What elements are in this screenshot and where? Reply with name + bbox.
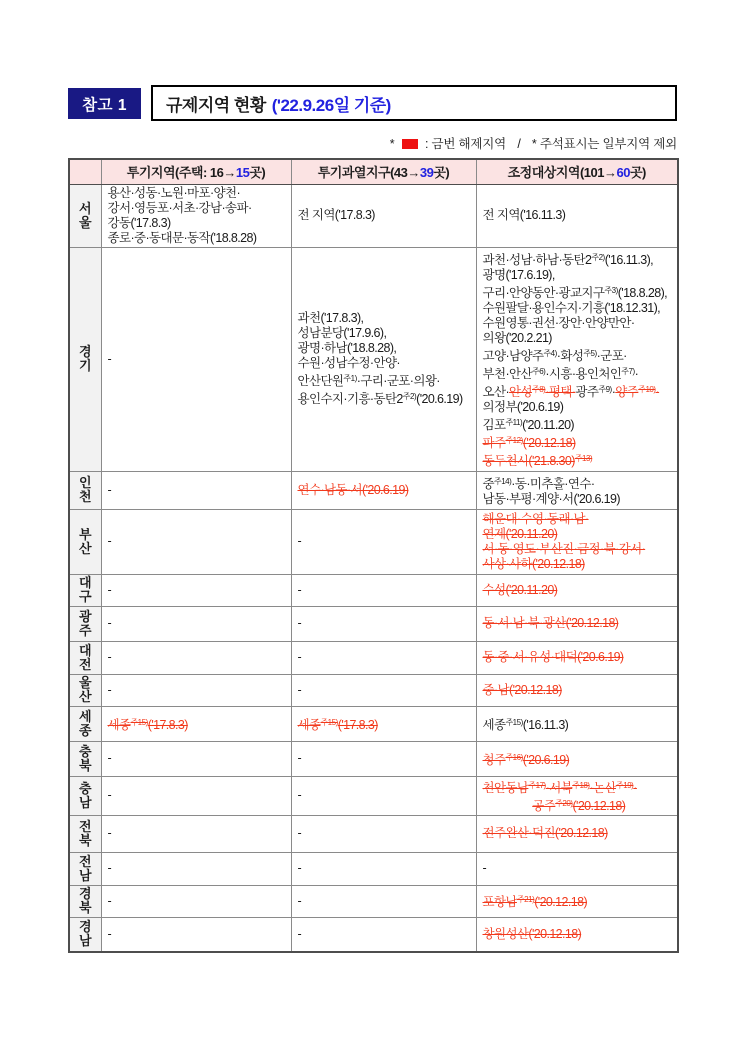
page bbox=[68, 85, 677, 953]
cell-text: - bbox=[297, 582, 302, 597]
cell-text: - bbox=[297, 534, 302, 548]
cell-speculation-zone bbox=[101, 885, 291, 917]
released-area-text: ('20.12.18) bbox=[572, 798, 626, 813]
footnote-ref: 주1) bbox=[343, 374, 357, 383]
table-row bbox=[69, 641, 678, 674]
released-area-text: ('20.6.19) bbox=[522, 752, 570, 767]
cell-speculation-zone bbox=[101, 574, 291, 606]
cell-text: 광명·하남('18.8.28), bbox=[297, 341, 397, 355]
footnote-ref: 주7) bbox=[621, 366, 635, 376]
cell-adjustment-target-area bbox=[476, 247, 678, 471]
cell-text: 의정부('20.6.19) bbox=[482, 399, 564, 414]
cell-speculation-zone bbox=[101, 674, 291, 706]
cell-adjustment-target-area bbox=[476, 641, 678, 674]
cell-text: 조정대상지역(101→ bbox=[507, 165, 617, 181]
cell-text: ·구리·군포·의왕· bbox=[356, 374, 440, 388]
cell-text: 수원·성남수정·안양· bbox=[297, 356, 400, 370]
footnote-ref: 주16) bbox=[505, 752, 523, 762]
released-area-text: 창원성산('20.12.18) bbox=[482, 926, 582, 941]
region-label: 대 구 bbox=[69, 574, 101, 606]
cell-text: 김포 bbox=[482, 417, 506, 432]
footnote-ref: 주4) bbox=[543, 348, 557, 358]
table-row bbox=[69, 509, 678, 574]
cell-text: 투기지역(주택: 16→ bbox=[126, 165, 236, 181]
released-area-text: 안성 bbox=[509, 384, 532, 399]
region-label: 충 남 bbox=[69, 776, 101, 815]
cell-text: - bbox=[297, 861, 302, 875]
cell-text: - bbox=[297, 616, 302, 630]
released-area-text: 천안동남 bbox=[482, 780, 529, 795]
cell-text: 용산·성동·노원·마포·양천· bbox=[107, 185, 241, 200]
regulation-table bbox=[68, 158, 679, 953]
region-label: 울 산 bbox=[69, 674, 101, 706]
cell-adjustment-target-area bbox=[476, 509, 678, 574]
cell-overheated-district bbox=[291, 674, 476, 706]
footnote-ref: 주14) bbox=[493, 476, 512, 486]
released-area-text: 연수·남동·서('20.6.19) bbox=[297, 482, 409, 497]
corner-cell bbox=[69, 159, 101, 184]
region-label: 부 산 bbox=[69, 509, 101, 574]
title-date: ('22.9.26일 기준) bbox=[271, 95, 391, 115]
cell-adjustment-target-area bbox=[476, 471, 678, 509]
footnote-ref: 주12) bbox=[505, 435, 523, 445]
cell-text: 수원팔달·용인수지·기흥('18.12.31), bbox=[482, 300, 661, 315]
cell-text: 성남분당('17.9.6), bbox=[297, 326, 387, 340]
released-area-text: 동·서·남·북·광산('20.12.18) bbox=[482, 616, 619, 630]
cell-text: - bbox=[107, 788, 112, 802]
legend-note bbox=[68, 135, 677, 153]
page-title: 규제지역 현황 bbox=[166, 95, 266, 115]
released-area-text: 서·동·영도·부산진·금정·북·강서· bbox=[482, 541, 646, 556]
cell-text: 광주 bbox=[575, 384, 599, 399]
cell-text: - bbox=[107, 616, 112, 630]
cell-text: 강동('17.8.3) bbox=[107, 215, 171, 230]
released-area-text: · bbox=[633, 780, 637, 795]
released-area-text: 포항남 bbox=[482, 895, 517, 909]
released-area-text: ('20.12.18) bbox=[534, 895, 588, 909]
region-label: 경 북 bbox=[69, 885, 101, 917]
cell-overheated-district bbox=[291, 741, 476, 776]
cell-text: 과천('17.8.3), bbox=[297, 311, 364, 325]
released-area-text: 사상·사하('20.12.18) bbox=[482, 556, 585, 571]
cell-adjustment-target-area bbox=[476, 852, 678, 885]
cell-speculation-zone bbox=[101, 776, 291, 815]
region-label: 전 북 bbox=[69, 815, 101, 852]
region-label: 경 남 bbox=[69, 917, 101, 952]
table-row bbox=[69, 247, 678, 471]
cell-text: - bbox=[107, 534, 112, 548]
cell-overheated-district bbox=[291, 574, 476, 606]
cell-text: ·동·미추홀·연수· bbox=[511, 476, 595, 491]
cell-text: ('20.11.20) bbox=[522, 417, 574, 432]
cell-text: - bbox=[297, 826, 302, 840]
cell-text: - bbox=[107, 893, 112, 908]
region-label: 광 주 bbox=[69, 606, 101, 641]
footnote-ref: 주5) bbox=[583, 348, 597, 358]
released-area-text: 양주 bbox=[615, 384, 639, 399]
footnote-ref: 주20) bbox=[555, 798, 573, 808]
cell-text: 60 bbox=[616, 165, 630, 181]
cell-overheated-district bbox=[291, 641, 476, 674]
footnote-ref: 주15) bbox=[130, 717, 148, 727]
cell-text: ·시흥·용인처인 bbox=[545, 366, 622, 381]
released-area-text: 전주완산·덕진('20.12.18) bbox=[482, 826, 608, 840]
cell-text: 세종 bbox=[482, 717, 506, 732]
footnote-ref: 주8) bbox=[531, 384, 546, 394]
footnote-ref: 주2) bbox=[402, 392, 417, 401]
cell-overheated-district bbox=[291, 917, 476, 952]
cell-adjustment-target-area bbox=[476, 574, 678, 606]
cell-speculation-zone bbox=[101, 247, 291, 471]
cell-adjustment-target-area bbox=[476, 917, 678, 952]
region-label: 세 종 bbox=[69, 706, 101, 741]
cell-text: 과천·성남·하남·동탄2 bbox=[482, 252, 592, 267]
footnote-ref: 주9) bbox=[598, 384, 612, 394]
region-label: 경 기 bbox=[69, 247, 101, 471]
table-row bbox=[69, 184, 678, 247]
footnote-ref: 주21) bbox=[516, 895, 535, 904]
released-area-text: 청주 bbox=[482, 752, 506, 767]
cell-overheated-district bbox=[291, 815, 476, 852]
cell-speculation-zone bbox=[101, 815, 291, 852]
cell-speculation-zone bbox=[101, 852, 291, 885]
table-row bbox=[69, 815, 678, 852]
released-area-text: ·평택· bbox=[545, 384, 576, 399]
table-header-row bbox=[69, 159, 678, 184]
cell-text: 곳) bbox=[629, 165, 646, 181]
cell-text: - bbox=[297, 788, 302, 802]
cell-text: 의왕('20.2.21) bbox=[482, 330, 552, 345]
cell-text: - bbox=[107, 582, 112, 597]
legend-star: * bbox=[389, 137, 395, 151]
cell-speculation-zone bbox=[101, 741, 291, 776]
cell-text: - bbox=[297, 650, 302, 664]
footnote-ref: 주6) bbox=[531, 366, 546, 376]
cell-text: 중 bbox=[482, 476, 494, 491]
footnote-ref: 주3) bbox=[604, 285, 618, 295]
cell-adjustment-target-area bbox=[476, 184, 678, 247]
cell-overheated-district bbox=[291, 885, 476, 917]
cell-text: 고양·남양주 bbox=[482, 348, 544, 363]
table-row bbox=[69, 471, 678, 509]
cell-speculation-zone bbox=[101, 641, 291, 674]
cell-text: - bbox=[297, 893, 302, 908]
released-area-text: ('20.12.18) bbox=[522, 435, 576, 450]
table-row bbox=[69, 852, 678, 885]
cell-text: 15 bbox=[235, 165, 250, 181]
released-area-color-swatch bbox=[402, 139, 418, 149]
table-row bbox=[69, 776, 678, 815]
cell-text: - bbox=[297, 682, 302, 697]
released-area-text: 연제('20.11.20) bbox=[482, 526, 558, 541]
cell-text: - bbox=[107, 682, 112, 697]
released-area-text: 세종 bbox=[107, 717, 131, 732]
released-area-text: 해운대·수영·동래·남· bbox=[482, 511, 589, 526]
cell-text: 곳) bbox=[249, 165, 266, 181]
column-header bbox=[101, 159, 291, 184]
released-area-text: 파주 bbox=[482, 435, 506, 450]
footnote-ref: 주11) bbox=[505, 417, 523, 427]
released-area-text: ·논산 bbox=[589, 780, 617, 795]
cell-adjustment-target-area bbox=[476, 606, 678, 641]
table-row bbox=[69, 706, 678, 741]
cell-text: 부천·안산 bbox=[482, 366, 532, 381]
cell-text: 구리·안양동안·광교지구 bbox=[482, 285, 605, 300]
released-area-text: 공주 bbox=[532, 798, 556, 813]
footnote-ref: 주17) bbox=[528, 780, 546, 790]
released-area-text: 동두천시('21.8.30) bbox=[482, 453, 575, 468]
legend-footnote-label: * 주석표시는 일부지역 제외 bbox=[531, 137, 677, 151]
released-area-text: ('17.8.3) bbox=[147, 717, 188, 732]
cell-text: 안산단원 bbox=[297, 374, 344, 388]
region-label: 인 천 bbox=[69, 471, 101, 509]
cell-text: 오산· bbox=[482, 384, 510, 399]
cell-text: ('16.11.3), bbox=[604, 252, 654, 267]
cell-text: - bbox=[107, 826, 112, 840]
region-label: 전 남 bbox=[69, 852, 101, 885]
footnote-ref: 주19) bbox=[616, 780, 634, 790]
cell-text: - bbox=[107, 926, 112, 941]
footnote-ref: 주15) bbox=[320, 717, 338, 727]
cell-adjustment-target-area bbox=[476, 885, 678, 917]
table-row bbox=[69, 674, 678, 706]
released-area-text: 동·중·서·유성·대덕('20.6.19) bbox=[482, 650, 624, 664]
cell-adjustment-target-area bbox=[476, 741, 678, 776]
cell-speculation-zone bbox=[101, 606, 291, 641]
cell-text: - bbox=[297, 926, 302, 941]
column-header bbox=[291, 159, 476, 184]
cell-text: 39 bbox=[419, 165, 434, 181]
cell-overheated-district bbox=[291, 509, 476, 574]
cell-text: - bbox=[297, 751, 302, 765]
cell-speculation-zone bbox=[101, 706, 291, 741]
cell-speculation-zone bbox=[101, 509, 291, 574]
footnote-ref: 주2) bbox=[591, 252, 605, 262]
column-header bbox=[476, 159, 678, 184]
cell-text: 투기과열지구(43→ bbox=[317, 165, 420, 181]
legend-released-label: : 금번 해제지역 bbox=[424, 137, 507, 151]
footnote-ref: 주15) bbox=[505, 717, 523, 727]
cell-text: - bbox=[107, 351, 112, 366]
released-area-text: ·서북 bbox=[545, 780, 573, 795]
table-row bbox=[69, 917, 678, 952]
cell-speculation-zone bbox=[101, 471, 291, 509]
released-area-text: 수성('20.11.20) bbox=[482, 582, 558, 597]
cell-text: ('16.11.3) bbox=[522, 717, 569, 732]
region-label: 서 울 bbox=[69, 184, 101, 247]
cell-text: 전 지역('16.11.3) bbox=[482, 208, 566, 222]
cell-overheated-district bbox=[291, 247, 476, 471]
cell-text: 용인수지·기흥·동탄2 bbox=[297, 392, 403, 406]
cell-overheated-district bbox=[291, 852, 476, 885]
title-row bbox=[68, 85, 677, 124]
footnote-ref: 주10) bbox=[638, 384, 656, 394]
footnote-ref: 주18) bbox=[572, 780, 590, 790]
cell-text: 전 지역('17.8.3) bbox=[297, 208, 375, 222]
table-body bbox=[69, 184, 678, 952]
table-row bbox=[69, 606, 678, 641]
cell-text: ('20.6.19) bbox=[416, 392, 463, 406]
cell-text: ('18.8.28), bbox=[617, 285, 668, 300]
cell-overheated-district bbox=[291, 184, 476, 247]
cell-overheated-district bbox=[291, 776, 476, 815]
cell-text: · bbox=[634, 366, 639, 381]
cell-adjustment-target-area bbox=[476, 815, 678, 852]
released-area-text: 세종 bbox=[297, 717, 321, 732]
region-label: 충 북 bbox=[69, 741, 101, 776]
cell-text: - bbox=[107, 650, 112, 664]
cell-overheated-district bbox=[291, 471, 476, 509]
cell-adjustment-target-area bbox=[476, 776, 678, 815]
cell-text: 수원영통·권선·장안·안양만안· bbox=[482, 315, 635, 330]
title-box bbox=[151, 85, 677, 121]
cell-speculation-zone bbox=[101, 184, 291, 247]
cell-speculation-zone bbox=[101, 917, 291, 952]
released-area-text: · bbox=[655, 384, 660, 399]
legend-separator: / bbox=[517, 137, 521, 151]
released-area-text: 중·남('20.12.18) bbox=[482, 682, 562, 697]
table-row bbox=[69, 741, 678, 776]
cell-text: - bbox=[482, 861, 487, 875]
footnote-ref: 주13) bbox=[574, 453, 593, 463]
cell-text: 종로·중·동대문·동작('18.8.28) bbox=[107, 230, 257, 245]
reference-badge: 참고 1 bbox=[68, 88, 141, 119]
cell-overheated-district bbox=[291, 606, 476, 641]
cell-text: · bbox=[611, 384, 616, 399]
cell-adjustment-target-area bbox=[476, 706, 678, 741]
cell-text: 광명('17.6.19), bbox=[482, 267, 555, 282]
cell-text: 곳) bbox=[433, 165, 450, 181]
cell-text: 강서·영등포·서초·강남·송파· bbox=[107, 200, 252, 215]
released-area-text: ('17.8.3) bbox=[337, 717, 378, 732]
cell-adjustment-target-area bbox=[476, 674, 678, 706]
cell-overheated-district bbox=[291, 706, 476, 741]
cell-text: ·화성 bbox=[556, 348, 584, 363]
table-row bbox=[69, 574, 678, 606]
cell-text: 남동·부평·계양·서('20.6.19) bbox=[482, 491, 620, 506]
cell-text: - bbox=[107, 482, 112, 497]
cell-text: - bbox=[107, 751, 112, 765]
cell-text: ·군포· bbox=[596, 348, 627, 363]
cell-text: - bbox=[107, 861, 112, 875]
region-label: 대 전 bbox=[69, 641, 101, 674]
table-row bbox=[69, 885, 678, 917]
